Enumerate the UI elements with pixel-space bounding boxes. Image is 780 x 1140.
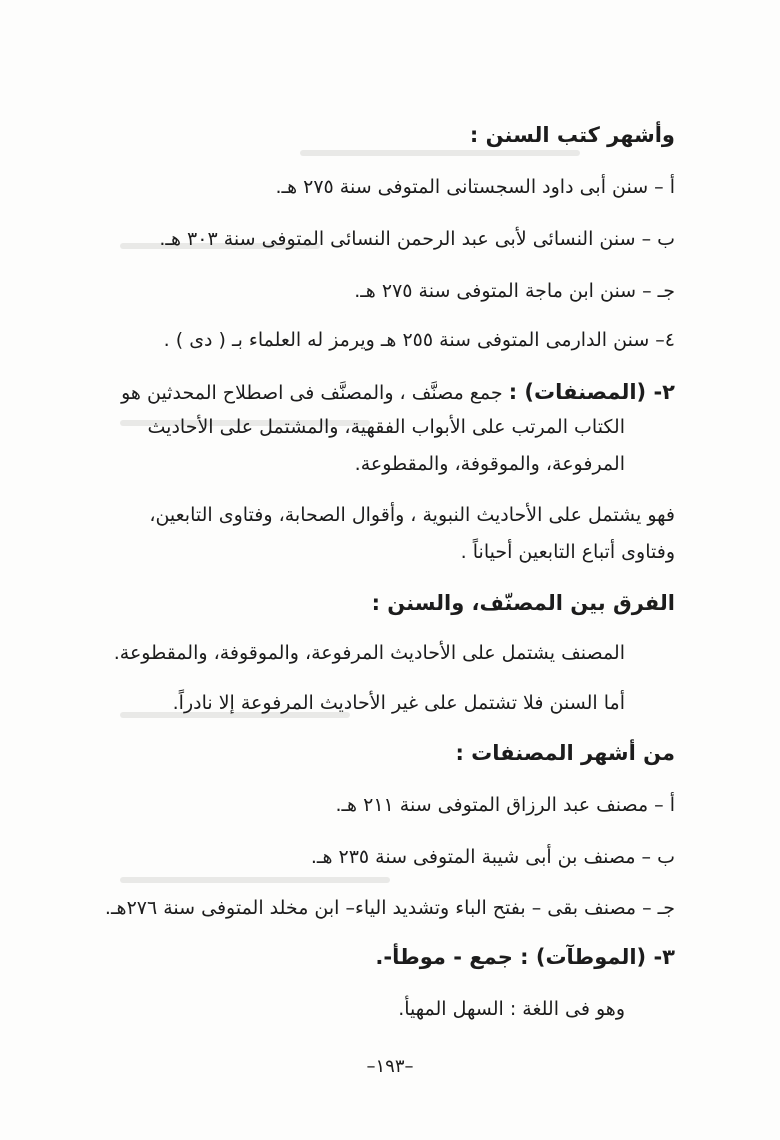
paragraph-line-1: فهو يشتمل على الأحاديث النبوية ، وأقوال الصحابة، وفتاوى التابعين، [149, 504, 675, 526]
heading-sunan-books: وأشهر كتب السنن : [469, 123, 675, 147]
list-item-abd-al-razzaq: أ – مصنف عبد الرزاق المتوفى سنة ٢١١ هـ. [335, 794, 675, 816]
list-item-darimi: ٤– سنن الدارمى المتوفى سنة ٢٥٥ هـ ويرمز له العلماء بـ ( دى ) . [163, 329, 675, 351]
section-musannafat-line-3: المرفوعة، والموقوفة، والمقطوعة. [354, 453, 625, 475]
section-musannafat-line-1 [121, 377, 675, 408]
paragraph-line-2: وفتاوى أتباع التابعين أحياناً . [460, 541, 675, 563]
muwatta-definition: وهو فى اللغة : السهل المهيأ. [398, 998, 625, 1020]
list-item-ibn-abi-shaybah: ب – مصنف بن أبى شيبة المتوفى سنة ٢٣٥ هـ. [310, 846, 675, 868]
show-through-mark [300, 150, 580, 156]
difference-line-1: المصنف يشتمل على الأحاديث المرفوعة، والموقوفة، والمقطوعة. [113, 642, 625, 664]
section-musannafat-line-2: الكتاب المرتب على الأبواب الفقهية، والمشتمل على الأحاديث [147, 416, 625, 438]
list-item-ibn-majah: جـ – سنن ابن ماجة المتوفى سنة ٢٧٥ هـ. [354, 280, 675, 302]
difference-line-2: أما السنن فلا تشتمل على غير الأحاديث المرفوعة إلا نادراً. [172, 692, 625, 714]
show-through-mark [120, 877, 390, 883]
heading-famous-musannafat: من أشهر المصنفات : [455, 741, 675, 765]
heading-difference: الفرق بين المصنّف، والسنن : [371, 591, 675, 615]
list-item-nasai: ب – سنن النسائى لأبى عبد الرحمن النسائى المتوفى سنة ٣٠٣ هـ. [159, 228, 675, 250]
section-definition-text: جمع مصنَّف ، والمصنَّف فى اصطلاح المحدثين هو [121, 382, 503, 404]
page-number: –١٩٣– [366, 1056, 414, 1077]
section-number-2: ٢- (المصنفات) : [508, 380, 675, 404]
list-item-baqi: جـ – مصنف بقى – بفتح الباء وتشديد الياء– ابن مخلد المتوفى سنة ٢٧٦هـ. [104, 897, 675, 919]
heading-muwatta: ٣- (الموطآت) : جمع - موطأ-. [375, 945, 675, 969]
list-item-abu-dawud: أ – سنن أبى داود السجستانى المتوفى سنة ٢٧٥ هـ. [275, 176, 675, 198]
